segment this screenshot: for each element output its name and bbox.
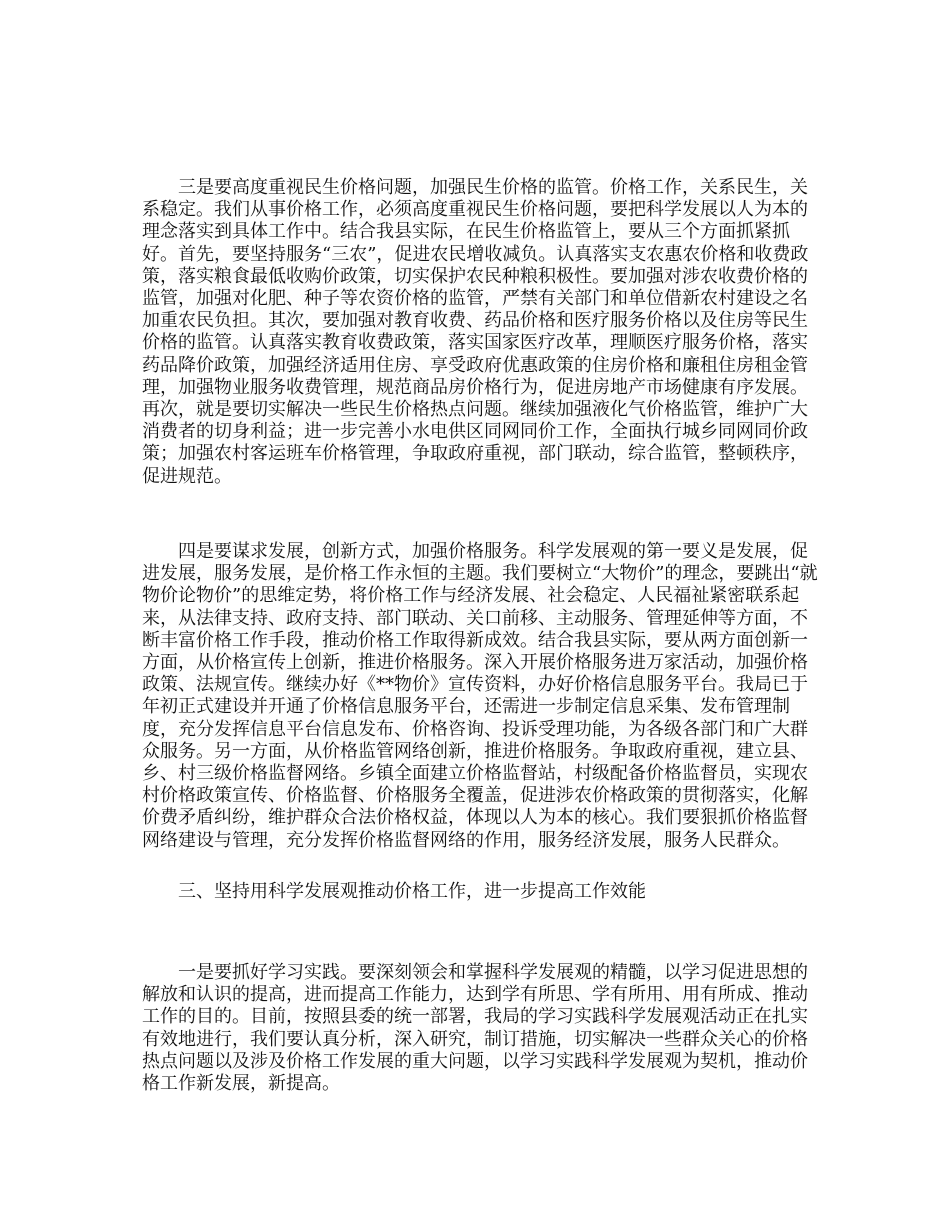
paragraph-study-practice: 一是要抓好学习实践。要深刻领会和掌握科学发展观的精髓，以学习促进思想的解放和认识的提高，进而提高工作能力，达到学有所思、学有所用、用有所成、推动工作的目的。目前，按照县委的统一部署，我局的学习实践科学发展观活动正在扎实有效地进行，我们要认真分析，深入研究，制订措施，切实解决一些群众关心的价格热点问题以及涉及价格工作发展的重大问题，以学习实践科学发展观为契机，推动价格工作新发展，新提高。 bbox=[142, 962, 808, 1095]
paragraph-livelihood-prices: 三是要高度重视民生价格问题，加强民生价格的监管。价格工作，关系民生，关系稳定。我们从事价格工作，必须高度重视民生价格问题，要把科学发展以人为本的理念落实到具体工作中。结合我县实际，在民生价格监管上，要从三个方面抓紧抓好。首先，要坚持服务“三农”，促进农民增收减负。认真落实支农惠农价格和收费政策，落实粮食最低收购价政策，切实保护农民种粮积极性。要加强对涉农收费价格的监管，加强对化肥、种子等农资价格的监管，严禁有关部门和单位借新农村建设之名加重农民负担。其次，要加强对教育收费、药品价格和医疗服务价格以及住房等民生价格的监管。认真落实教育收费政策，落实国家医疗改革，理顺医疗服务价格，落实药品降价政策，加强经济适用住房、享受政府优惠政策的住房价格和廉租住房租金管理，加强物业服务收费管理，规范商品房价格行为，促进房地产市场健康有序发展。再次，就是要切实解决一些民生价格热点问题。继续加强液化气价格监管，维护广大消费者的切身利益；进一步完善小水电供区同网同价工作，全面执行城乡同网同价政策；加强农村客运班车价格管理，争取政府重视，部门联动，综合监管，整顿秩序，促进规范。 bbox=[142, 177, 809, 487]
section-heading: 三、坚持用科学发展观推动价格工作，进一步提高工作效能 bbox=[178, 881, 646, 902]
paragraph-price-services: 四是要谋求发展，创新方式，加强价格服务。科学发展观的第一要义是发展，促进发展，服务发展，是价格工作永恒的主题。我们要树立“大物价”的理念，要跳出“就物价论物价”的思维定势，将价格工作与经济发展、社会稳定、人民福祉紧密联系起来，从法律支持、政府支持、部门联动、关口前移、主动服务、管理延伸等方面，不断丰富价格工作手段，推动价格工作取得新成效。结合我县实际，要从两方面创新一方面，从价格宣传上创新，推进价格服务。深入开展价格服务进万家活动，加强价格政策、法规宣传。继续办好《**物价》宣传资料，办好价格信息服务平台。我局已于年初正式建设并开通了价格信息服务平台，还需进一步制定信息采集、发布管理制度，充分发挥信息平台信息发布、价格咨询、投诉受理功能，为各级各部门和广大群众服务。另一方面，从价格监管网络创新，推进价格服务。争取政府重视，建立县、乡、村三级价格监督网络。乡镇全面建立价格监督站，村级配备价格监督员，实现农村价格政策宣传、价格监督、价格服务全覆盖，促进涉农价格政策的贯彻落实，化解价费矛盾纠纷，维护群众合法价格权益，体现以人为本的核心。我们要狠抓价格监督网络建设与管理，充分发挥价格监督网络的作用，服务经济发展，服务人民群众。 bbox=[142, 541, 818, 851]
